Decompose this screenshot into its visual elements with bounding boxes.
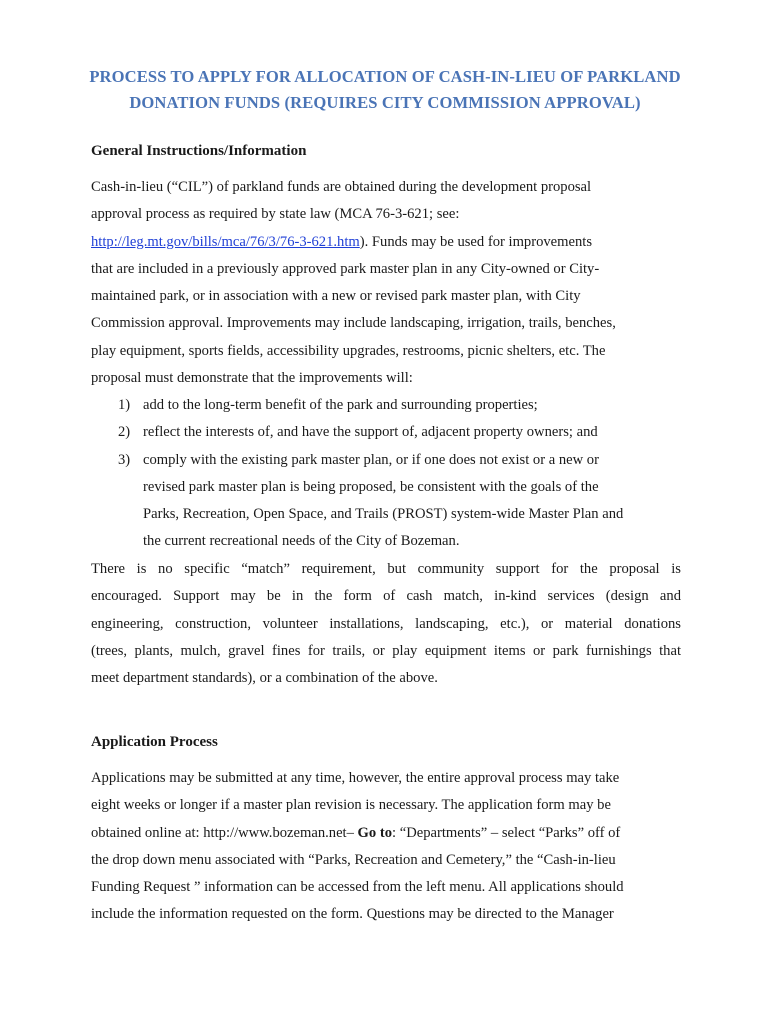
text-line: play equipment, sports fields, accessibility upgrades, restrooms, picnic shelters, etc. The (91, 342, 606, 359)
text-line: Cash-in-lieu (“CIL”) of parkland funds are obtained during the development proposal (91, 179, 592, 195)
text-line: Commission approval. Improvements may include landscaping, irrigation, trails, benches, (91, 315, 616, 332)
list-number: 3) (118, 451, 131, 468)
text-line: Funding Request ” information can be accessed from the left menu. All applications should (91, 879, 624, 896)
text-line (91, 820, 681, 847)
page-title (60, 64, 710, 116)
requirements-list (91, 392, 681, 556)
text-line: maintained park, or in association with a new or revised park master plan, with City (91, 288, 581, 305)
list-line: the current recreational needs of the City of Bozeman. (143, 533, 460, 550)
text-line: include the information requested on the form. Questions may be directed to the Manager (91, 906, 614, 923)
application-paragraph (91, 765, 681, 929)
text-line: proposal must demonstrate that the improvements will: (91, 370, 413, 387)
text-fragment: : “Departments” – select “Parks” off of (392, 824, 621, 841)
list-line: revised park master plan is being proposed, be consistent with the goals of the (143, 478, 599, 495)
text-line: engineering, construction, volunteer installations, landscaping, etc.), or material donations (91, 615, 681, 632)
general-paragraph-2 (91, 556, 681, 692)
text-fragment: obtained online at: http://www.bozeman.net– (91, 824, 358, 841)
text-line: There is no specific “match” requirement, but community support for the proposal is (91, 561, 681, 577)
general-paragraph-1 (91, 174, 681, 392)
text-line: meet department standards), or a combination of the above. (91, 670, 438, 687)
list-line: Parks, Recreation, Open Space, and Trails (PROST) system-wide Master Plan and (143, 506, 624, 523)
text-line: eight weeks or longer if a master plan revision is necessary. The application form may be (91, 797, 611, 814)
title-line-1: PROCESS TO APPLY FOR ALLOCATION OF CASH-IN-LIEU OF PARKLAND (89, 67, 681, 86)
text-line: encouraged. Support may be in the form of cash match, in-kind services (design and (91, 588, 681, 605)
list-item (91, 392, 681, 419)
mca-statute-link[interactable]: http://leg.mt.gov/bills/mca/76/3/76-3-621.htm (91, 233, 360, 250)
general-instructions-heading: General Instructions/Information (91, 143, 307, 159)
list-item (91, 419, 681, 446)
list-line: reflect the interests of, and have the support of, adjacent property owners; and (143, 424, 598, 441)
list-number: 1) (118, 397, 131, 413)
text-line: that are included in a previously approved park master plan in any City-owned or City- (91, 260, 600, 277)
go-to-label: Go to (357, 824, 393, 841)
text-fragment: ). Funds may be used for improvements (359, 233, 593, 250)
application-process-heading: Application Process (91, 734, 218, 750)
list-number: 2) (118, 424, 131, 441)
text-line: the drop down menu associated with “Parks, Recreation and Cemetery,” the “Cash-in-lieu (91, 851, 616, 868)
text-line: approval process as required by state law (MCA 76-3-621; see: (91, 206, 460, 223)
list-item (91, 447, 681, 556)
list-line: add to the long-term benefit of the park and surrounding properties; (143, 397, 538, 413)
text-line: Applications may be submitted at any time, however, the entire approval process may take (91, 770, 620, 786)
list-line: comply with the existing park master plan, or if one does not exist or a new or (143, 451, 599, 468)
text-line (91, 229, 681, 256)
text-line: (trees, plants, mulch, gravel fines for trails, or play equipment items or park furnishings that (91, 642, 681, 659)
title-line-2: DONATION FUNDS (REQUIRES CITY COMMISSION APPROVAL) (129, 93, 641, 112)
